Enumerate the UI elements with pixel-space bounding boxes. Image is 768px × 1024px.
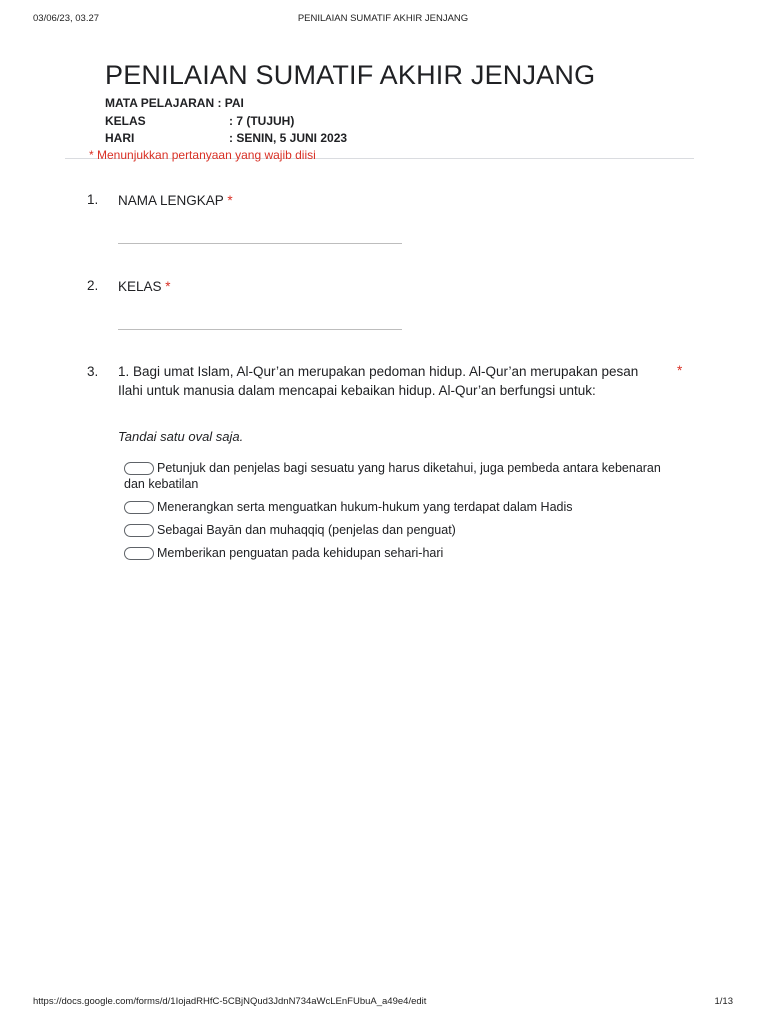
question-3-text: 1. Bagi umat Islam, Al-Qur’an merupakan pedoman hidup. Al-Qur’an merupakan pesan Ilahi untuk manusia dalam mencapai kebaikan hidup. Al-Qur’an berfungsi untuk: bbox=[118, 364, 639, 398]
question-label: KELAS bbox=[118, 279, 162, 294]
option-label: Menerangkan serta menguatkan hukum-hukum yang terdapat dalam Hadis bbox=[157, 500, 573, 514]
required-asterisk: * bbox=[165, 279, 171, 294]
question-number: 2. bbox=[87, 278, 99, 293]
page-number: 1/13 bbox=[714, 996, 733, 1007]
kelas-input[interactable] bbox=[118, 329, 402, 330]
question-1-text bbox=[118, 191, 233, 210]
radio-option[interactable] bbox=[124, 522, 664, 538]
question-label: NAMA LENGKAP bbox=[118, 193, 224, 208]
required-asterisk: * bbox=[227, 193, 233, 208]
print-header bbox=[33, 13, 733, 27]
radio-oval-icon[interactable] bbox=[124, 524, 154, 537]
radio-oval-icon[interactable] bbox=[124, 501, 154, 514]
radio-options bbox=[124, 460, 664, 561]
radio-oval-icon[interactable] bbox=[124, 462, 154, 475]
form-title: PENILAIAN SUMATIF AKHIR JENJANG bbox=[105, 60, 596, 90]
radio-option[interactable] bbox=[124, 460, 664, 492]
question-2-text bbox=[118, 277, 171, 296]
radio-option[interactable] bbox=[124, 499, 664, 515]
option-label: Sebagai Bayān dan muhaqqiq (penjelas dan penguat) bbox=[157, 523, 456, 537]
nama-lengkap-input[interactable] bbox=[118, 243, 402, 244]
meta-label: KELAS bbox=[105, 113, 146, 128]
meta-value: : 7 (TUJUH) bbox=[229, 113, 295, 128]
print-url: https://docs.google.com/forms/d/1IojadRHfC-5CBjNQud3JdnN734aWcLEnFUbuA_a49e4/edit bbox=[33, 996, 427, 1007]
print-datetime: 03/06/23, 03.27 bbox=[33, 13, 100, 24]
radio-option[interactable] bbox=[124, 545, 664, 561]
print-footer bbox=[33, 996, 733, 1010]
required-note: * Menunjukkan pertanyaan yang wajib diisi bbox=[89, 148, 316, 162]
print-doc-title: PENILAIAN SUMATIF AKHIR JENJANG bbox=[297, 13, 469, 24]
question-number: 1. bbox=[87, 192, 99, 207]
option-label: Petunjuk dan penjelas bagi sesuatu yang harus diketahui, juga pembeda antara kebenaran dan kebatilan bbox=[124, 461, 661, 491]
meta-value: : SENIN, 5 JUNI 2023 bbox=[229, 131, 348, 145]
required-asterisk: * bbox=[677, 363, 683, 378]
meta-label: HARI bbox=[105, 131, 135, 145]
option-label: Memberikan penguatan pada kehidupan sehari-hari bbox=[157, 546, 444, 560]
meta-label: MATA PELAJARAN : PAI bbox=[105, 96, 244, 110]
radio-oval-icon[interactable] bbox=[124, 547, 154, 560]
question-instruction: Tandai satu oval saja. bbox=[118, 429, 244, 444]
question-number: 3. bbox=[87, 364, 99, 379]
